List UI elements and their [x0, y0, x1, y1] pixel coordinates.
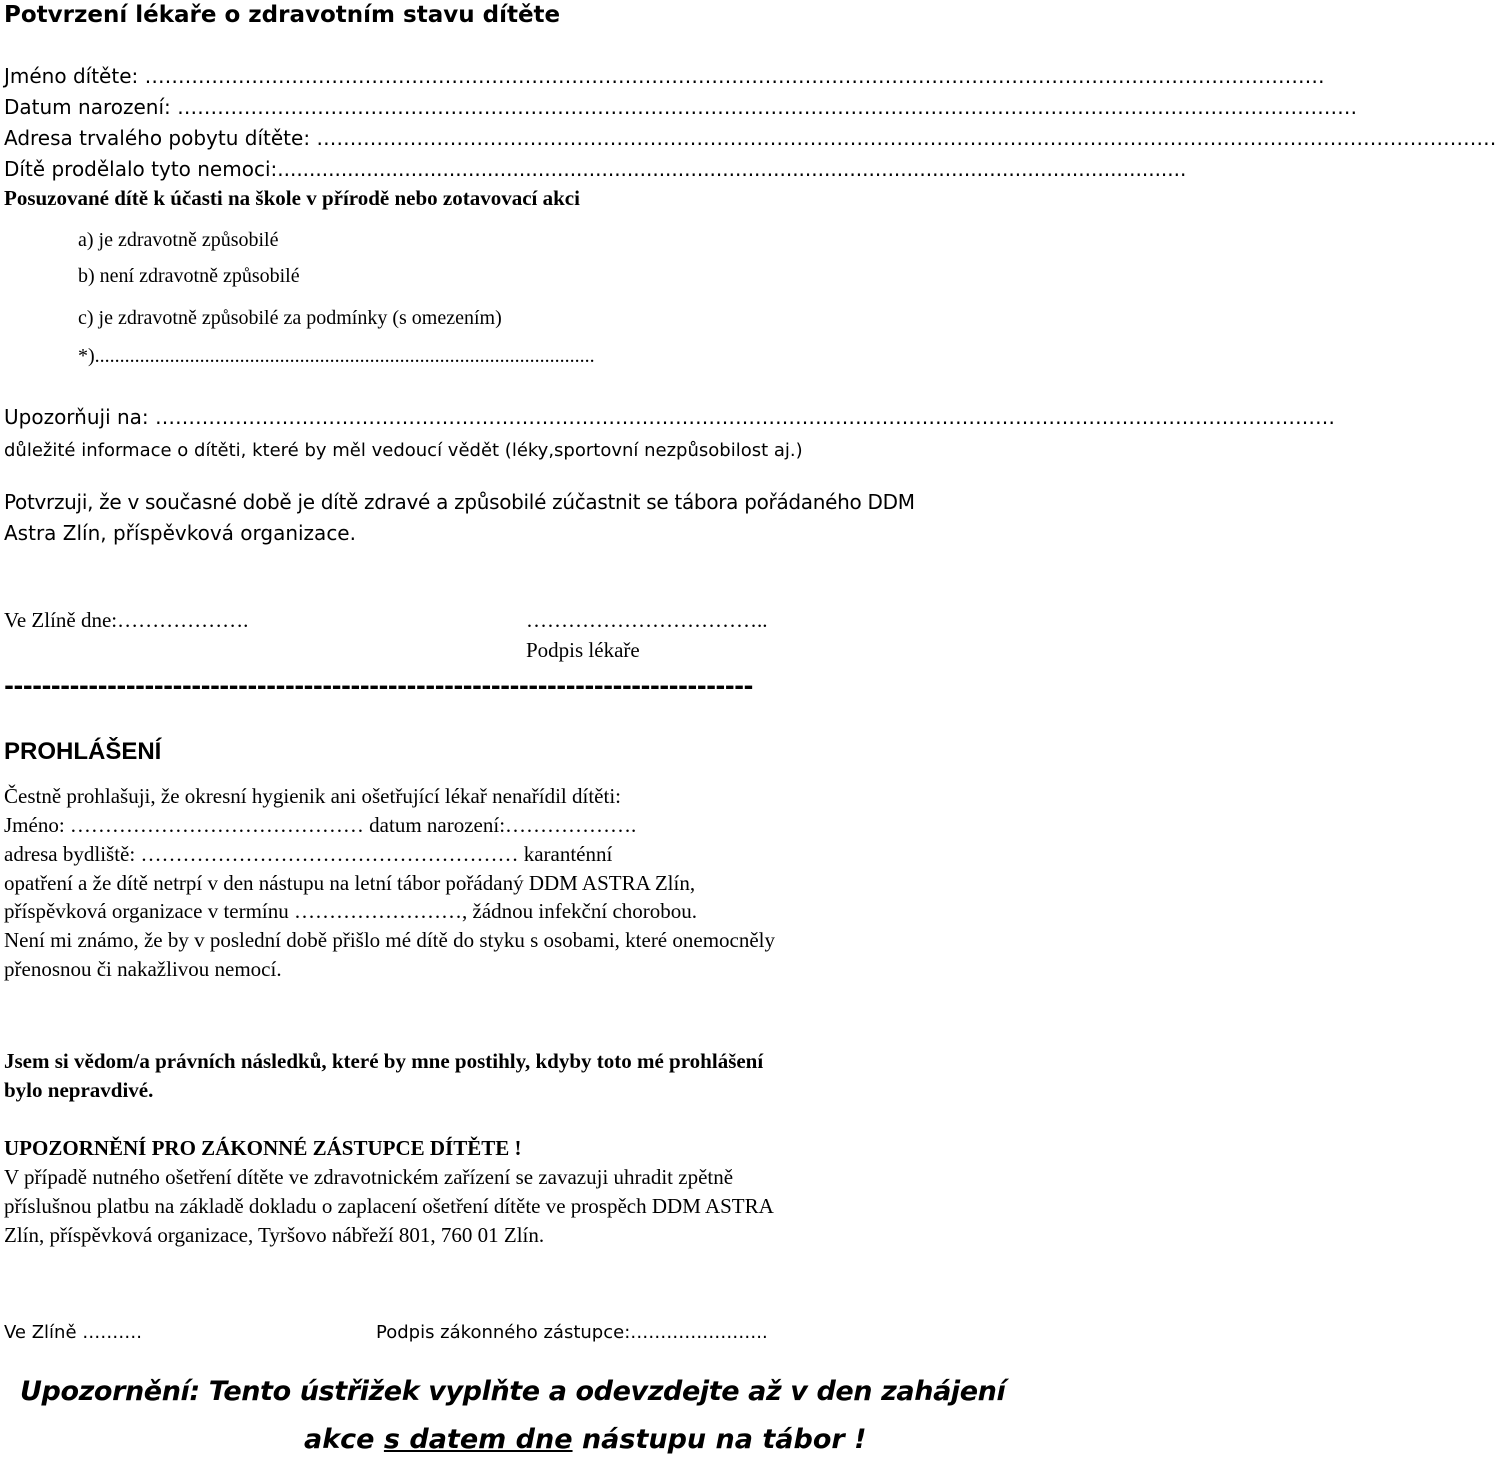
child-name-label: Jméno dítěte:	[4, 64, 145, 88]
awareness-line-2: bylo nepravdivé.	[4, 1078, 154, 1102]
warning-note: důležité informace o dítěti, které by měl vedoucí vědět (léky,sportovní nezpůsobilost aj.)	[4, 440, 803, 461]
declaration-line-1: Čestně prohlašuji, že okresní hygienik ani ošetřující lékař nenařídil dítěti:	[4, 784, 621, 808]
legal-notice-line-1: V případě nutného ošetření dítěte ve zdravotnickém zařízení se zavazuji uhradit zpětně	[4, 1165, 734, 1189]
footer-line-2-post: nástupu na tábor !	[572, 1424, 867, 1455]
assessment-footnote-line: *)....................................................................................................	[78, 345, 595, 367]
assessment-option-c: c) je zdravotně způsobilé za podmínky (s omezením)	[78, 307, 502, 329]
birth-date-row	[4, 95, 1358, 119]
awareness-line-1: Jsem si vědom/a právních následků, které by mne postihly, kdyby toto mé prohlášení	[4, 1049, 764, 1073]
footer-line-1: Upozornění: Tento ústřižek vyplňte a odevzdejte až v den zahájení	[20, 1376, 1006, 1407]
doctor-sign-place: Ve Zlíně dne:……………….	[4, 608, 249, 632]
warning-dots: ……………………………………………………………………………………………………………………………………………………………	[155, 405, 1336, 429]
declaration-title: PROHLÁŠENÍ	[4, 738, 162, 765]
birth-date-label: Datum narození:	[4, 95, 178, 119]
guardian-sign-place: Ve Zlíně ……….	[4, 1322, 142, 1343]
guardian-sign-label: Podpis zákonného zástupce:…………………..	[376, 1322, 768, 1343]
declaration-line-6: Není mi známo, že by v poslední době přišlo mé dítě do styku s osobami, které onemocněly	[4, 928, 776, 952]
birth-date-dots: ……………………………………………………………………………………………………………………………………………………………	[177, 95, 1358, 119]
assessment-option-a: a) je zdravotně způsobilé	[78, 229, 279, 251]
cut-separator: --------------------------------------------------------------------------------	[4, 672, 753, 700]
declaration-line-3: adresa bydliště: ……………………………………………… karanténní	[4, 842, 613, 866]
address-row	[4, 126, 1496, 150]
illness-row	[4, 157, 1187, 181]
declaration-line-7: přenosnou či nakažlivou nemocí.	[4, 957, 282, 981]
address-dots: ……………………………………………………………………………………………………………………………………………………………	[316, 126, 1496, 150]
footer-line-2	[304, 1424, 866, 1455]
address-label: Adresa trvalého pobytu dítěte:	[4, 126, 317, 150]
page-title: Potvrzení lékaře o zdravotním stavu dítěte	[4, 2, 561, 28]
warning-row	[4, 405, 1336, 429]
illness-label: Dítě prodělalo tyto nemoci:	[4, 157, 278, 181]
warning-label: Upozorňuji na:	[4, 405, 156, 429]
confirmation-line-1: Potvrzuji, že v současné době je dítě zdravé a způsobilé zúčastnit se tábora pořádaného DDM	[4, 490, 915, 514]
declaration-line-2: Jméno: …………………………………… datum narození:……………….	[4, 813, 637, 837]
assessment-heading: Posuzované dítě k účasti na škole v přírodě nebo zotavovací akci	[4, 186, 580, 210]
declaration-line-5: příspěvková organizace v termínu ……………………, žádnou infekční chorobou.	[4, 899, 698, 923]
assessment-option-b: b) není zdravotně způsobilé	[78, 265, 300, 287]
legal-notice-heading: UPOZORNĚNÍ PRO ZÁKONNÉ ZÁSTUPCE DÍTĚTE !	[4, 1136, 522, 1160]
footer-line-2-underlined: s datem dne	[383, 1424, 573, 1455]
confirmation-line-2: Astra Zlín, příspěvková organizace.	[4, 521, 356, 545]
footer-line-2-pre: akce	[304, 1424, 384, 1455]
legal-notice-line-3: Zlín, příspěvková organizace, Tyršovo nábřeží 801, 760 01 Zlín.	[4, 1223, 545, 1247]
child-name-row	[4, 64, 1325, 88]
legal-notice-line-2: příslušnou platbu na základě dokladu o zaplacení ošetření dítěte ve prospěch DDM ASTRA	[4, 1194, 774, 1218]
child-name-dots: ……………………………………………………………………………………………………………………………………………………………	[144, 64, 1325, 88]
doctor-sign-dots: ……………………………..	[526, 608, 768, 632]
illness-dots: ...............................................................................................................................................	[277, 157, 1187, 181]
doctor-sign-label: Podpis lékaře	[526, 638, 640, 662]
declaration-line-4: opatření a že dítě netrpí v den nástupu na letní tábor pořádaný DDM ASTRA Zlín,	[4, 871, 696, 895]
